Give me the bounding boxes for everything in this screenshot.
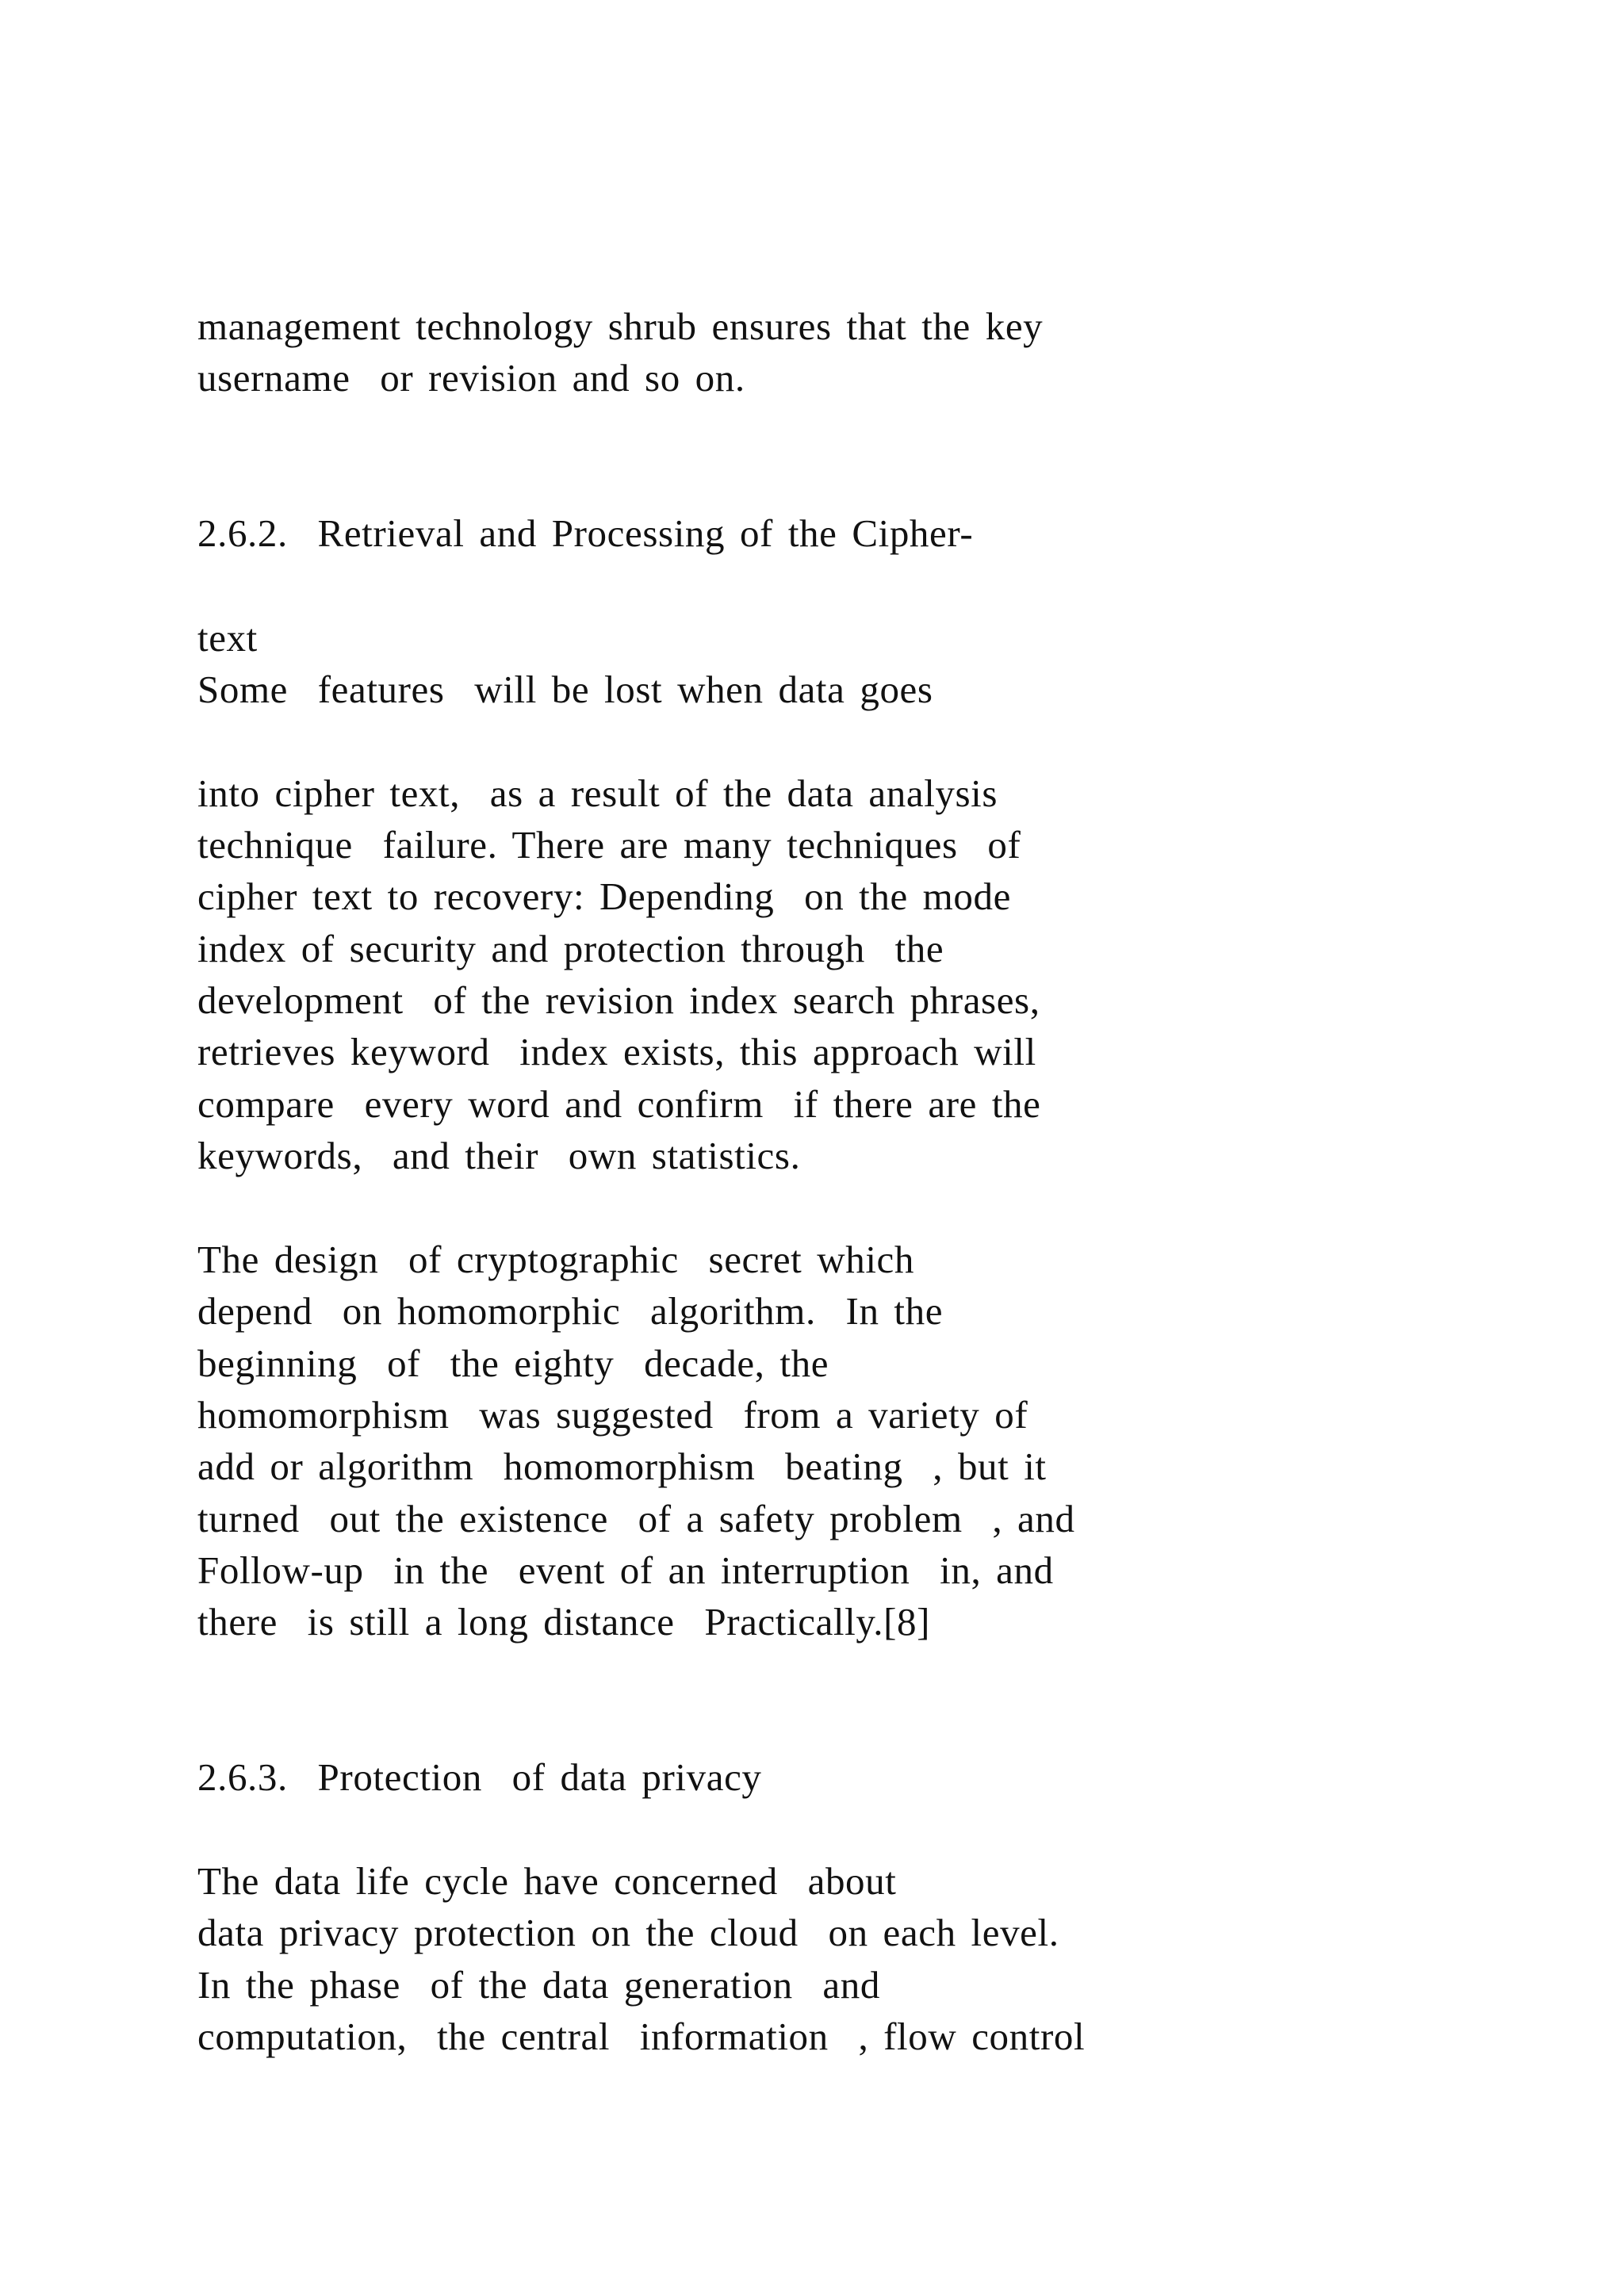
body-text-line: index of security and protection through the bbox=[197, 927, 944, 970]
body-text-line: into cipher text, as a result of the data analysis bbox=[197, 771, 998, 815]
body-text-line: Some features will be lost when data goes bbox=[197, 668, 933, 711]
body-text-line: add or algorithm homomorphism beating , but it bbox=[197, 1445, 1047, 1488]
section-heading-2-6-2: 2.6.2. Retrieval and Processing of the Cipher- bbox=[197, 511, 974, 555]
body-text-line: retrieves keyword index exists, this approach will bbox=[197, 1030, 1036, 1073]
body-text-line: homomorphism was suggested from a variety of bbox=[197, 1393, 1028, 1437]
body-text-line: technique failure. There are many techniques of bbox=[197, 823, 1021, 867]
body-text-line: data privacy protection on the cloud on each level. bbox=[197, 1911, 1059, 1954]
body-text-line: there is still a long distance Practically.[8] bbox=[197, 1600, 931, 1644]
section-heading-2-6-3: 2.6.3. Protection of data privacy bbox=[197, 1755, 762, 1799]
body-text-line: In the phase of the data generation and bbox=[197, 1963, 880, 2007]
body-text-line: keywords, and their own statistics. bbox=[197, 1134, 801, 1177]
body-text-line: depend on homomorphic algorithm. In the bbox=[197, 1289, 944, 1333]
body-text-line: computation, the central information , flow control bbox=[197, 2015, 1086, 2058]
body-text-line: The design of cryptographic secret which bbox=[197, 1238, 914, 1281]
body-text-line: beginning of the eighty decade, the bbox=[197, 1341, 829, 1385]
body-text-line: compare every word and confirm if there are the bbox=[197, 1082, 1041, 1126]
body-text-line: Follow-up in the event of an interruption in, and bbox=[197, 1548, 1054, 1592]
body-text-line: development of the revision index search phrases, bbox=[197, 978, 1040, 1022]
section-heading-2-6-2-continued: text bbox=[197, 616, 258, 660]
body-text-line: management technology shrub ensures that the key bbox=[197, 304, 1044, 348]
body-text-line: The data life cycle have concerned about bbox=[197, 1859, 897, 1903]
body-text-line: cipher text to recovery: Depending on the mode bbox=[197, 874, 1011, 918]
body-text-line: username or revision and so on. bbox=[197, 356, 745, 400]
body-text-line: turned out the existence of a safety problem , and bbox=[197, 1497, 1075, 1540]
